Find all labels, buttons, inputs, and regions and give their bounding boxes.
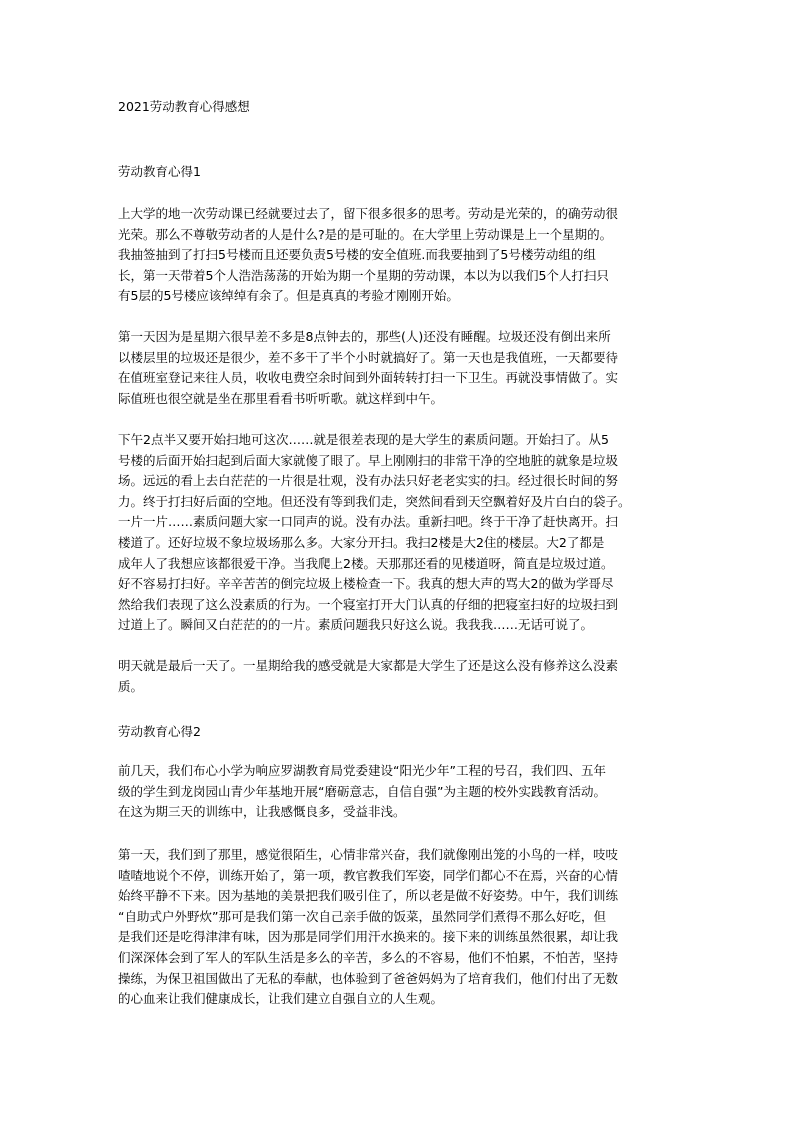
text-line: 是我们还是吃得津津有味，因为那是同学们用汗水换来的。接下来的训练虽然很累，却让我 [118,929,619,945]
text-line: 长，第一天带着5个人浩浩荡荡的开始为期一个星期的劳动课，本以为以我们5个人打扫只 [118,267,609,283]
paragraph [118,430,688,636]
text-line: 好不容易打扫好。辛辛苦苦的倒完垃圾上楼检查一下。我真的想大声的骂大2的做为学哥尽 [118,576,614,592]
text-line: 我抽签抽到了打扫5号楼而且还要负责5号楼的安全值班.而我要抽到了5号楼劳动组的组 [118,247,596,263]
text-line: 质。 [118,678,144,694]
text-line: 在值班室登记来往人员，收收电费空余时间到外面转转打扫一下卫生。再就没事情做了。实 [118,370,619,386]
text-line: 第一天因为是星期六很早差不多是8点钟去的，那些(人)还没有睡醒。垃圾还没有倒出来所 [118,329,611,344]
text-line: 级的学生到龙岗园山青少年基地开展“磨砺意志，自信自强”为主题的校外实践教育活动。 [118,783,606,799]
text-line: 在这为期三天的训练中，让我感慨良多，受益非浅。 [118,804,406,820]
text-line: 明天就是最后一天了。一星期给我的感受就是大家都是大学生了还是这么没有修养这么没素 [118,658,619,673]
text-line: 有5层的5号楼应该绰绰有余了。但是真真的考验才刚刚开始。 [118,288,459,304]
text-line: 前几天，我们布心小学为响应罗湖教育局党委建设“阳光少年”工程的号召，我们四、五年 [118,763,606,778]
text-line: 的心血来让我们健康成长，让我们建立自强自立的人生观。 [118,991,444,1007]
text-line: 操练，为保卫祖国做出了无私的奉献，也体验到了爸爸妈妈为了培育我们，他们付出了无数 [118,970,619,986]
text-line: 成年人了我想应该都很爱干净。当我爬上2楼。天那那还看的见楼道呀，简直是垃圾过道。 [118,555,614,571]
text-line: 场。远远的看上去白茫茫的一片很是壮观，没有办法只好老老实实的扫。经过很长时间的努 [118,473,619,489]
paragraph [118,656,688,697]
text-line: 光荣。那么不尊敬劳动者的人是什么?是的是可耻的。在大学里上劳动课是上一个星期的。 [118,226,613,242]
text-line: 然给我们表现了这么没素质的行为。一个寝室打开大门认真的仔细的把寝室扫好的垃圾扫到 [118,596,619,612]
text-line: “自助式户外野炊”那可是我们第一次自己亲手做的饭菜，虽然同学们煮得不那么好吃，但 [118,908,606,924]
paragraph [118,327,688,409]
text-line: 楼道了。还好垃圾不象垃圾场那么多。大家分开扫。我扫2楼是大2住的楼层。大2了都是 [118,534,605,550]
section-heading-1: 劳动教育心得1 [118,164,201,179]
text-line: 下午2点半又要开始扫地可这次……就是很差表现的是大学生的素质问题。开始扫了。从5 [118,432,609,447]
text-line: 们深深体会到了军人的军队生活是多么的辛苦，多么的不容易，他们不怕累，不怕苦，坚持 [118,949,619,965]
text-line: 上大学的地一次劳动课已经就要过去了，留下很多很多的思考。劳动是光荣的，的确劳动很 [118,206,619,221]
text-line: 以楼层里的垃圾还是很少，差不多干了半个小时就搞好了。第一天也是我值班，一天都要待 [118,349,619,365]
paragraph [118,845,688,1010]
text-line: 过道上了。瞬间又白茫茫的的一片。素质问题我只好这么说。我我我……无话可说了。 [118,617,594,633]
text-line: 力。终于打扫好后面的空地。但还没有等到我们走，突然间看到天空飘着好及片白白的袋子。 [118,493,631,509]
text-line: 际值班也很空就是坐在那里看看书听听歌。就这样到中午。 [118,390,444,406]
text-line: 号楼的后面开始扫起到后面大家就傻了眼了。早上刚刚扫的非常干净的空地脏的就象是垃圾 [118,452,619,468]
paragraph [118,761,688,823]
text-line: 一片一片……素质问题大家一口同声的说。没有办法。重新扫吧。终于干净了赶快离开。扫 [118,514,619,530]
paragraph [118,204,688,307]
text-line: 第一天，我们到了那里，感觉很陌生，心情非常兴奋，我们就像刚出笼的小鸟的一样，吱吱 [118,847,619,862]
document-title: 2021劳动教育心得感想 [118,99,250,114]
section-heading-2: 劳动教育心得2 [118,724,201,739]
text-line: 始终平静不下来。因为基地的美景把我们吸引住了，所以老是做不好姿势。中午，我们训练 [118,888,619,904]
text-line: 喳喳地说个不停，训练开始了，第一项，教官教我们军姿，同学们都心不在焉，兴奋的心情 [118,867,619,883]
